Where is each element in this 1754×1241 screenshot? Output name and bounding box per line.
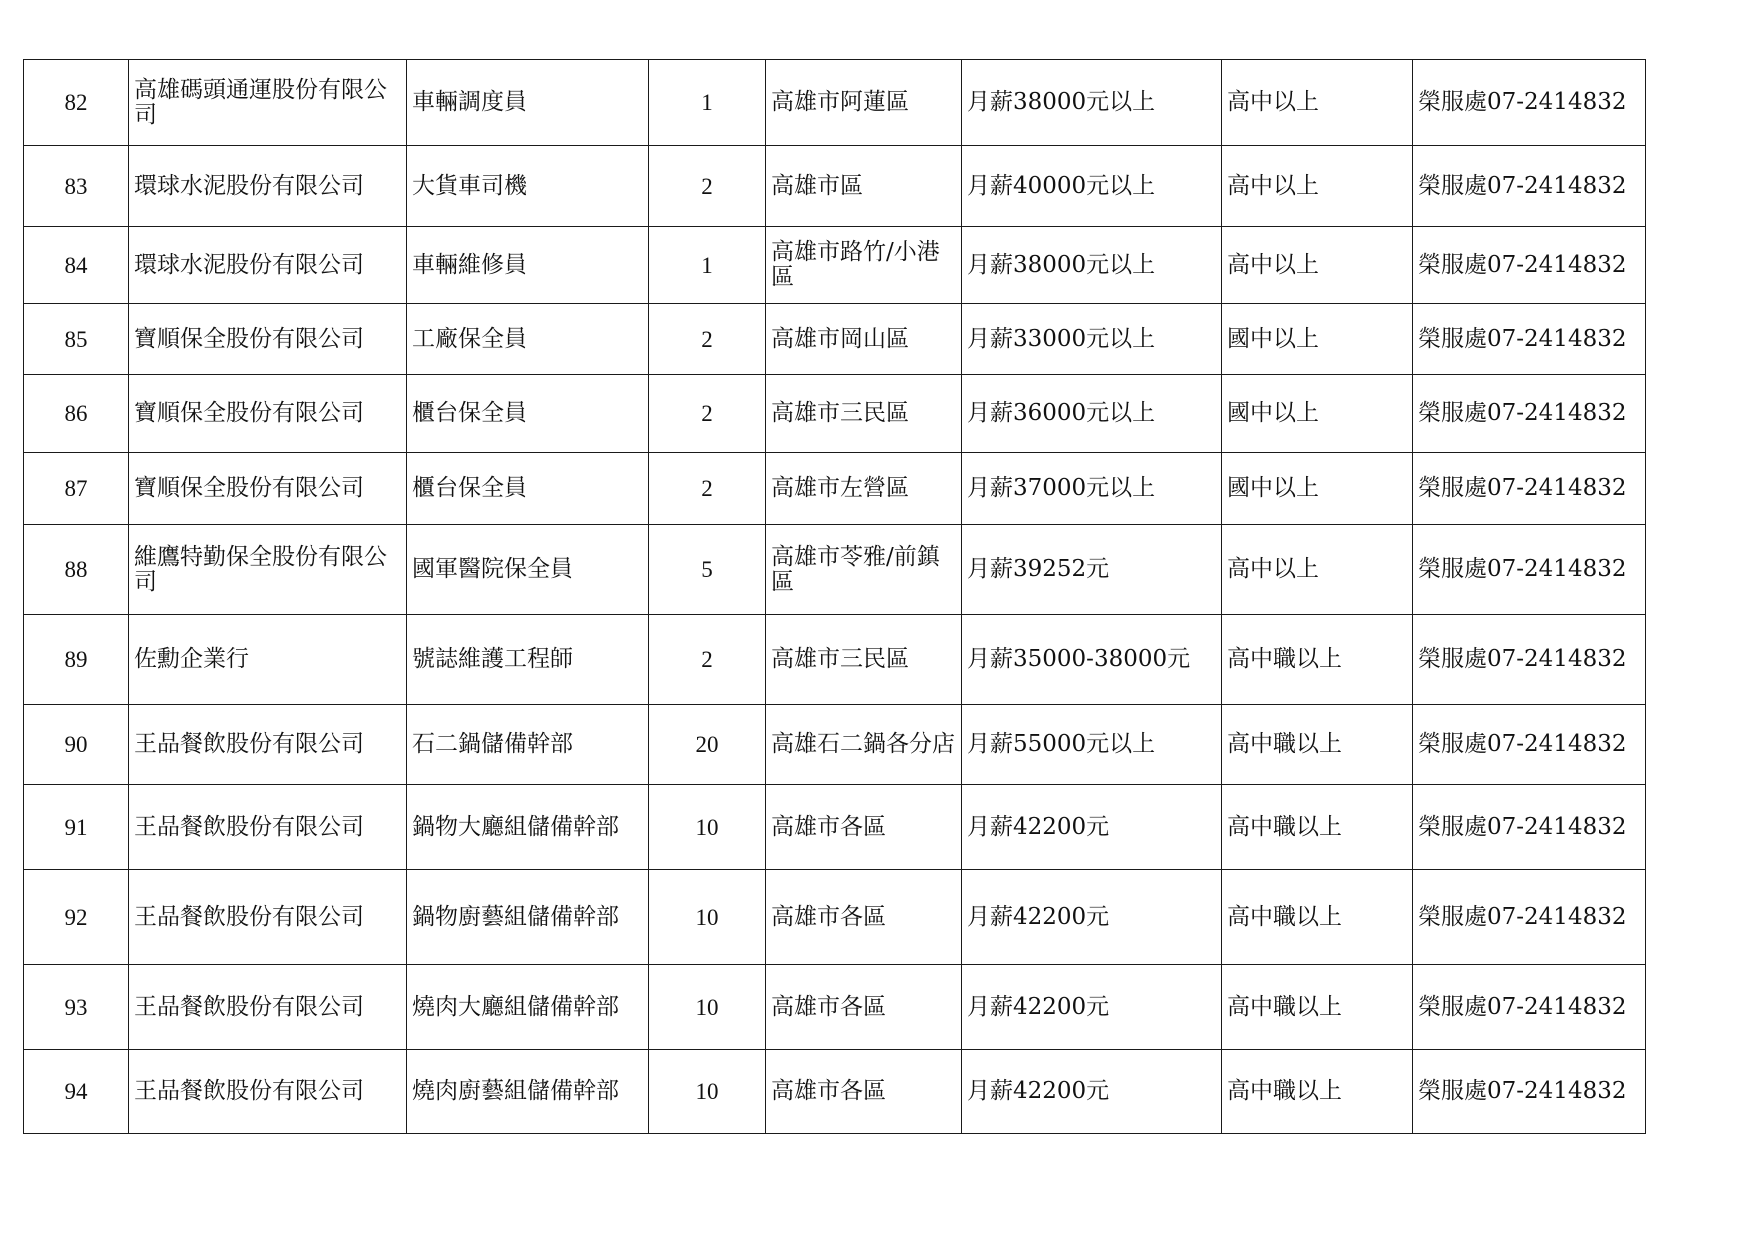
education-requirement-cell: 高中職以上 — [1222, 785, 1413, 870]
salary-cell: 月薪37000元以上 — [962, 453, 1222, 525]
job-title-cell: 鍋物廚藝組儲備幹部 — [407, 870, 649, 965]
row-number-cell: 83 — [24, 146, 129, 227]
table-row — [24, 525, 1646, 615]
contact-cell: 榮服處07-2414832 — [1413, 965, 1646, 1050]
contact-cell: 榮服處07-2414832 — [1413, 1050, 1646, 1134]
row-number-cell: 90 — [24, 705, 129, 785]
table-row — [24, 227, 1646, 304]
row-number-cell: 92 — [24, 870, 129, 965]
salary-cell: 月薪42200元 — [962, 1050, 1222, 1134]
row-number-cell: 85 — [24, 304, 129, 375]
company-name-cell: 王品餐飲股份有限公司 — [129, 705, 407, 785]
salary-cell: 月薪36000元以上 — [962, 375, 1222, 453]
work-location-cell: 高雄市三民區 — [766, 375, 962, 453]
contact-cell: 榮服處07-2414832 — [1413, 870, 1646, 965]
openings-count-cell: 1 — [649, 60, 766, 146]
job-title-cell: 國軍醫院保全員 — [407, 525, 649, 615]
openings-count-cell: 10 — [649, 965, 766, 1050]
company-name-cell: 寶順保全股份有限公司 — [129, 453, 407, 525]
table-row — [24, 705, 1646, 785]
job-title-cell: 燒肉大廳組儲備幹部 — [407, 965, 649, 1050]
company-name-cell: 佐勳企業行 — [129, 615, 407, 705]
job-title-cell: 燒肉廚藝組儲備幹部 — [407, 1050, 649, 1134]
row-number-cell: 84 — [24, 227, 129, 304]
table-row — [24, 1050, 1646, 1134]
row-number-cell: 93 — [24, 965, 129, 1050]
table-row — [24, 453, 1646, 525]
openings-count-cell: 5 — [649, 525, 766, 615]
table-row — [24, 60, 1646, 146]
education-requirement-cell: 高中以上 — [1222, 60, 1413, 146]
contact-cell: 榮服處07-2414832 — [1413, 615, 1646, 705]
openings-count-cell: 2 — [649, 453, 766, 525]
row-number-cell: 82 — [24, 60, 129, 146]
salary-cell: 月薪38000元以上 — [962, 227, 1222, 304]
contact-cell: 榮服處07-2414832 — [1413, 304, 1646, 375]
education-requirement-cell: 高中職以上 — [1222, 965, 1413, 1050]
job-title-cell: 車輛調度員 — [407, 60, 649, 146]
contact-cell: 榮服處07-2414832 — [1413, 453, 1646, 525]
job-listing-sheet — [23, 59, 1645, 1134]
row-number-cell: 94 — [24, 1050, 129, 1134]
education-requirement-cell: 高中職以上 — [1222, 1050, 1413, 1134]
education-requirement-cell: 高中以上 — [1222, 525, 1413, 615]
contact-cell: 榮服處07-2414832 — [1413, 525, 1646, 615]
work-location-cell: 高雄市各區 — [766, 785, 962, 870]
company-name-cell: 王品餐飲股份有限公司 — [129, 870, 407, 965]
contact-cell: 榮服處07-2414832 — [1413, 705, 1646, 785]
job-title-cell: 號誌維護工程師 — [407, 615, 649, 705]
openings-count-cell: 2 — [649, 146, 766, 227]
work-location-cell: 高雄市路竹/小港區 — [766, 227, 962, 304]
table-row — [24, 146, 1646, 227]
work-location-cell: 高雄石二鍋各分店 — [766, 705, 962, 785]
education-requirement-cell: 國中以上 — [1222, 375, 1413, 453]
salary-cell: 月薪38000元以上 — [962, 60, 1222, 146]
openings-count-cell: 2 — [649, 375, 766, 453]
contact-cell: 榮服處07-2414832 — [1413, 375, 1646, 453]
contact-cell: 榮服處07-2414832 — [1413, 146, 1646, 227]
table-row — [24, 304, 1646, 375]
table-row — [24, 615, 1646, 705]
work-location-cell: 高雄市阿蓮區 — [766, 60, 962, 146]
job-title-cell: 車輛維修員 — [407, 227, 649, 304]
table-row — [24, 785, 1646, 870]
openings-count-cell: 1 — [649, 227, 766, 304]
row-number-cell: 91 — [24, 785, 129, 870]
education-requirement-cell: 高中以上 — [1222, 146, 1413, 227]
company-name-cell: 寶順保全股份有限公司 — [129, 375, 407, 453]
job-title-cell: 工廠保全員 — [407, 304, 649, 375]
company-name-cell: 環球水泥股份有限公司 — [129, 146, 407, 227]
row-number-cell: 88 — [24, 525, 129, 615]
work-location-cell: 高雄市各區 — [766, 1050, 962, 1134]
salary-cell: 月薪40000元以上 — [962, 146, 1222, 227]
work-location-cell: 高雄市岡山區 — [766, 304, 962, 375]
company-name-cell: 環球水泥股份有限公司 — [129, 227, 407, 304]
salary-cell: 月薪55000元以上 — [962, 705, 1222, 785]
job-title-cell: 鍋物大廳組儲備幹部 — [407, 785, 649, 870]
contact-cell: 榮服處07-2414832 — [1413, 227, 1646, 304]
education-requirement-cell: 國中以上 — [1222, 453, 1413, 525]
work-location-cell: 高雄市各區 — [766, 965, 962, 1050]
job-title-cell: 石二鍋儲備幹部 — [407, 705, 649, 785]
salary-cell: 月薪35000-38000元 — [962, 615, 1222, 705]
salary-cell: 月薪42200元 — [962, 965, 1222, 1050]
row-number-cell: 87 — [24, 453, 129, 525]
company-name-cell: 寶順保全股份有限公司 — [129, 304, 407, 375]
job-title-cell: 大貨車司機 — [407, 146, 649, 227]
openings-count-cell: 10 — [649, 785, 766, 870]
openings-count-cell: 2 — [649, 304, 766, 375]
table-row — [24, 375, 1646, 453]
table-body — [24, 60, 1646, 1134]
job-title-cell: 櫃台保全員 — [407, 453, 649, 525]
work-location-cell: 高雄市區 — [766, 146, 962, 227]
work-location-cell: 高雄市三民區 — [766, 615, 962, 705]
work-location-cell: 高雄市苓雅/前鎮區 — [766, 525, 962, 615]
table-row — [24, 870, 1646, 965]
company-name-cell: 王品餐飲股份有限公司 — [129, 965, 407, 1050]
contact-cell: 榮服處07-2414832 — [1413, 785, 1646, 870]
education-requirement-cell: 高中職以上 — [1222, 870, 1413, 965]
contact-cell: 榮服處07-2414832 — [1413, 60, 1646, 146]
company-name-cell: 王品餐飲股份有限公司 — [129, 785, 407, 870]
salary-cell: 月薪39252元 — [962, 525, 1222, 615]
company-name-cell: 高雄碼頭通運股份有限公司 — [129, 60, 407, 146]
work-location-cell: 高雄市左營區 — [766, 453, 962, 525]
education-requirement-cell: 高中職以上 — [1222, 705, 1413, 785]
row-number-cell: 86 — [24, 375, 129, 453]
salary-cell: 月薪42200元 — [962, 785, 1222, 870]
education-requirement-cell: 國中以上 — [1222, 304, 1413, 375]
salary-cell: 月薪42200元 — [962, 870, 1222, 965]
row-number-cell: 89 — [24, 615, 129, 705]
openings-count-cell: 2 — [649, 615, 766, 705]
company-name-cell: 王品餐飲股份有限公司 — [129, 1050, 407, 1134]
openings-count-cell: 20 — [649, 705, 766, 785]
work-location-cell: 高雄市各區 — [766, 870, 962, 965]
salary-cell: 月薪33000元以上 — [962, 304, 1222, 375]
job-title-cell: 櫃台保全員 — [407, 375, 649, 453]
company-name-cell: 維鷹特勤保全股份有限公司 — [129, 525, 407, 615]
job-listing-table — [23, 59, 1646, 1134]
education-requirement-cell: 高中職以上 — [1222, 615, 1413, 705]
openings-count-cell: 10 — [649, 1050, 766, 1134]
openings-count-cell: 10 — [649, 870, 766, 965]
education-requirement-cell: 高中以上 — [1222, 227, 1413, 304]
table-row — [24, 965, 1646, 1050]
